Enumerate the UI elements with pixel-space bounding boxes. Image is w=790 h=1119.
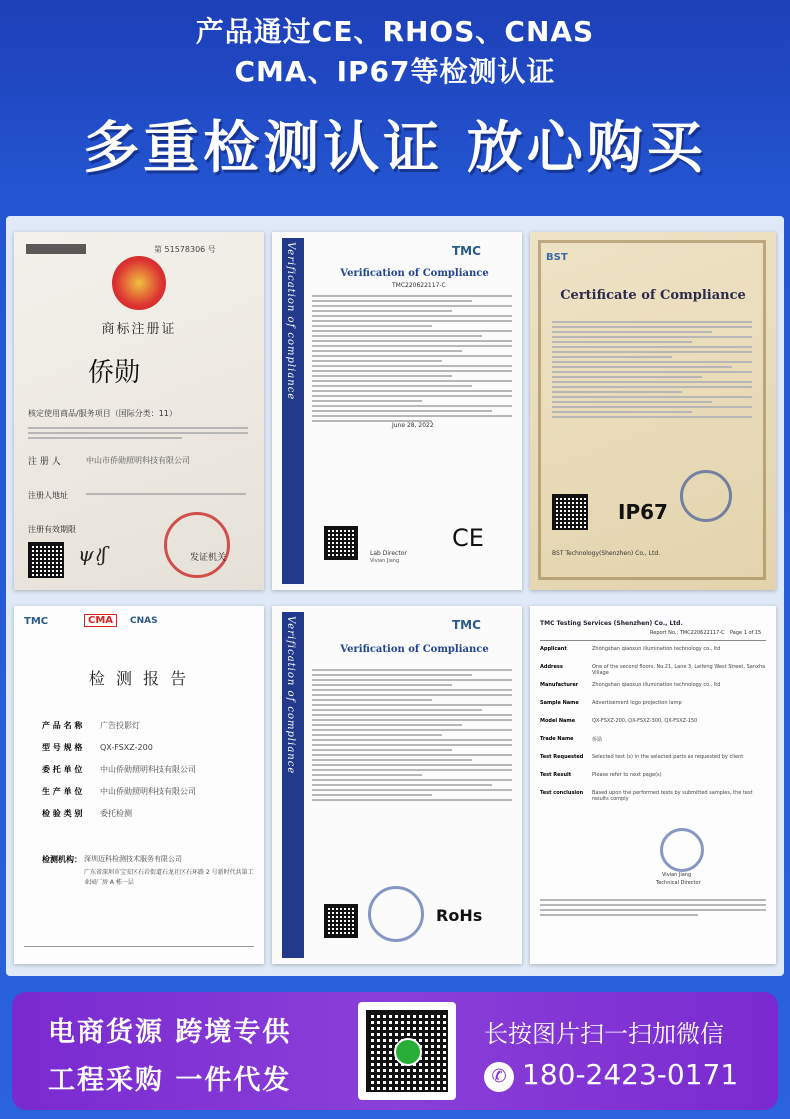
bst-title: Certificate of Compliance [560, 288, 746, 303]
verification-number: TMC220622117-C [392, 282, 446, 289]
report-row: 产 品 名 称 广告投影灯 [42, 720, 140, 730]
verification-title: Verification of Compliance [340, 644, 489, 655]
footer-line-2: 工程采购 一件代发 [48, 1065, 292, 1096]
report-field: Address One of the second floors, No.21, Lane 3, Leifeng West Street, Sanxha Village [540, 664, 766, 676]
side-band-text: Verification of compliance [285, 616, 296, 775]
report-row: 委 托 单 位 中山侨勋照明科技有限公司 [42, 764, 196, 774]
cnas-logo-icon: CNAS [130, 616, 158, 626]
header-line-2: CMA、IP67等检测认证 [234, 55, 556, 88]
phone-icon: ✆ [484, 1062, 514, 1092]
bst-certificate [530, 232, 776, 590]
header-banner [0, 0, 790, 210]
trademark-certificate [14, 232, 264, 590]
wechat-qr-icon[interactable] [358, 1002, 456, 1100]
report-field: Test conclusion Based upon the performed tests by submitted samples, the test results comply [540, 790, 753, 802]
signer-name: Vivian Jiang [370, 558, 400, 564]
cta-text: 长按图片扫一扫加微信 [484, 1020, 724, 1048]
cma-logo-icon: CMA [84, 614, 117, 627]
trademark-title: 商标注册证 [101, 322, 177, 337]
lab-address: 广东省深圳市宝安区石岩街道石龙社区石环路 2 号新时代共第工业园厂房 A 栋一层 [84, 869, 254, 886]
bst-footer: BST Technology(Shenzhen) Co., Ltd. [552, 550, 661, 557]
phone-number[interactable]: 180-2423-0171 [522, 1058, 739, 1091]
verification-title: Verification of Compliance [340, 268, 489, 279]
header-line-1: 产品通过CE、RHOS、CNAS [195, 15, 595, 48]
national-emblem-icon [112, 256, 166, 310]
signer-name: Vivian Jiang [662, 872, 692, 878]
english-test-report [530, 606, 776, 964]
report-field: Sample Name Advertisement logo projection lamp [540, 700, 682, 706]
report-field: Applicant Zhongshan qiaoxun illumination technology co., ltd [540, 646, 721, 652]
seal-icon [368, 886, 424, 942]
footer-rule [24, 946, 254, 955]
report-row: 型 号 规 格 QX-FSXZ-200 [42, 742, 153, 752]
trademark-brand: 侨勋 [88, 358, 141, 388]
report-title: 检 测 报 告 [88, 669, 190, 688]
lab-name: 深圳迈科检测技术服务有限公司 [84, 855, 182, 863]
issue-date: June 28, 2022 [392, 422, 434, 429]
report-row: 生 产 单 位 中山侨勋照明科技有限公司 [42, 786, 196, 796]
rohs-verification-certificate [272, 606, 522, 964]
report-number: Report No.: TMC220622117-C [650, 630, 725, 636]
header-rule [540, 640, 766, 641]
lab-label: 检测机构： [42, 855, 82, 864]
class-line: 核定使用商品/服务项目（国际分类：11） [28, 409, 177, 418]
side-band [282, 612, 304, 958]
qr-code-icon [552, 494, 588, 530]
qr-code-icon [324, 904, 358, 938]
report-field: Test Result Please refer to next page(s) [540, 772, 662, 778]
header-slogan: 多重检测认证 放心购买 [83, 116, 707, 181]
registrant-label: 注 册 人 [28, 457, 61, 467]
seal-icon [680, 470, 732, 522]
tmc-logo-icon: TMC [452, 618, 481, 632]
seal-icon [660, 828, 704, 872]
qr-code-icon [28, 542, 64, 578]
footer-line-1: 电商货源 跨境专供 [48, 1017, 292, 1048]
registrant-value: 中山市侨勋照明科技有限公司 [86, 456, 190, 465]
address-value [86, 490, 246, 498]
official-seal-icon [164, 512, 230, 578]
report-page: Page 1 of 15 [730, 630, 762, 636]
signature-icon: ψ≀ʃ [78, 542, 107, 566]
address-label: 注册人地址 [28, 491, 68, 500]
ce-verification-certificate [272, 232, 522, 590]
report-fields [42, 714, 252, 824]
report-row: 检 验 类 别 委托检测 [42, 808, 132, 818]
verification-body [312, 666, 512, 804]
footer-notes [540, 896, 766, 919]
signer-title: Lab Director [370, 550, 407, 557]
header-stamp [26, 244, 86, 254]
tmc-logo-icon: TMC [24, 616, 49, 627]
report-company: TMC Testing Services (Shenzhen) Co., Ltd. [540, 620, 683, 627]
authority-label: 发证机关 [190, 553, 227, 563]
bst-logo-icon: BST [546, 252, 568, 263]
valid-label: 注册有效期限 [28, 525, 76, 534]
report-field: Manufacturer Zhongshan qiaoxun illumination technology co., ltd [540, 682, 721, 688]
trademark-number: 第 51578306 号 [154, 245, 216, 254]
side-band [282, 238, 304, 584]
contact-footer [12, 992, 778, 1110]
test-report-cover [14, 606, 264, 964]
report-field-list [540, 646, 766, 808]
report-field: Test Requested Selected test (s) in the selected parts as requested by client [540, 754, 744, 760]
ip67-mark: IP67 [618, 500, 668, 524]
tmc-logo-icon: TMC [452, 244, 481, 258]
side-band-text: Verification of compliance [285, 242, 296, 401]
bst-body [552, 318, 752, 421]
report-field: Model Name QX-FSXZ-200, QX-FSXZ-300, QX-FSXZ-150 [540, 718, 698, 724]
verification-body [312, 292, 512, 425]
signer-title: Technical Director [656, 880, 701, 886]
qr-code-icon [324, 526, 358, 560]
goods-list [28, 424, 248, 442]
rohs-mark: RoHs [436, 906, 483, 925]
report-field: Trade Name 侨勋 [540, 736, 603, 743]
ce-mark: CE [452, 524, 484, 552]
